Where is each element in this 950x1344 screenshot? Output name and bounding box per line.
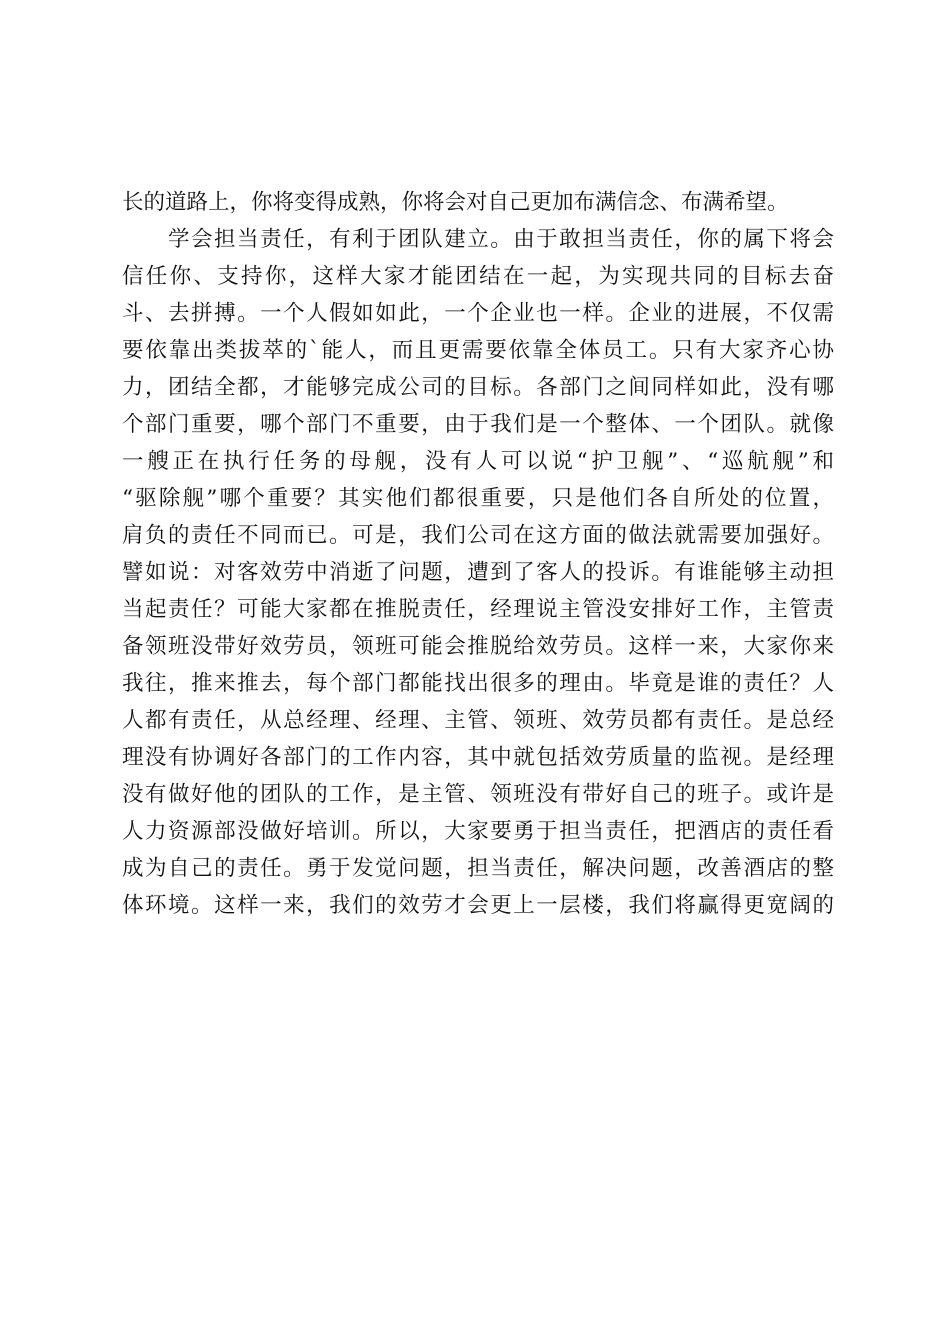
text-line: 没有做好他的团队的工作，是主管、领班没有带好自己的班子。或许是 [122,782,834,807]
text-line: 一艘正在执行任务的母舰，没有人可以说“护卫舰”、“巡航舰”和 [122,449,834,474]
text-line: 备领班没带好效劳员，领班可能会推脱给效劳员。这样一来，大家你来 [122,634,834,659]
text-line: 譬如说：对客效劳中消逝了问题，遭到了客人的投诉。有谁能够主动担 [122,560,834,585]
text-line: “驱除舰”哪个重要？其实他们都很重要，只是他们各自所处的位置， [122,486,834,511]
text-line: 成为自己的责任。勇于发觉问题，担当责任，解决问题，改善酒店的整 [122,856,834,881]
text-line: 信任你、支持你，这样大家才能团结在一起，为实现共同的目标去奋 [122,264,834,289]
text-line: 当起责任？可能大家都在推脱责任，经理说主管没安排好工作，主管责 [122,597,834,622]
text-line: 人都有责任，从总经理、经理、主管、领班、效劳员都有责任。是总经 [122,708,834,733]
text-line: 肩负的责任不同而已。可是，我们公司在这方面的做法就需要加强好。 [122,523,834,548]
text-line: 学会担当责任，有利于团队建立。由于敢担当责任，你的属下将会 [168,227,834,252]
text-line: 我往，推来推去，每个部门都能找出很多的理由。毕竟是谁的责任？人 [122,671,834,696]
text-line: 个部门重要，哪个部门不重要，由于我们是一个整体、一个团队。就像 [122,412,834,437]
text-line: 理没有协调好各部门的工作内容，其中就包括效劳质量的监视。是经理 [122,745,834,770]
text-line: 力，团结全都，才能够完成公司的目标。各部门之间同样如此，没有哪 [122,375,834,400]
body-text [122,184,834,924]
text-line: 人力资源部没做好培训。所以，大家要勇于担当责任，把酒店的责任看 [122,819,834,844]
text-line: 斗、去拼搏。一个人假如如此，一个企业也一样。企业的进展，不仅需 [122,301,834,326]
text-line: 长的道路上，你将变得成熟，你将会对自己更加布满信念、布满希望。 [122,190,789,215]
text-line: 体环境。这样一来，我们的效劳才会更上一层楼，我们将赢得更宽阔的 [122,893,834,918]
text-line: 要依靠出类拔萃的`能人，而且更需要依靠全体员工。只有大家齐心协 [122,338,834,363]
